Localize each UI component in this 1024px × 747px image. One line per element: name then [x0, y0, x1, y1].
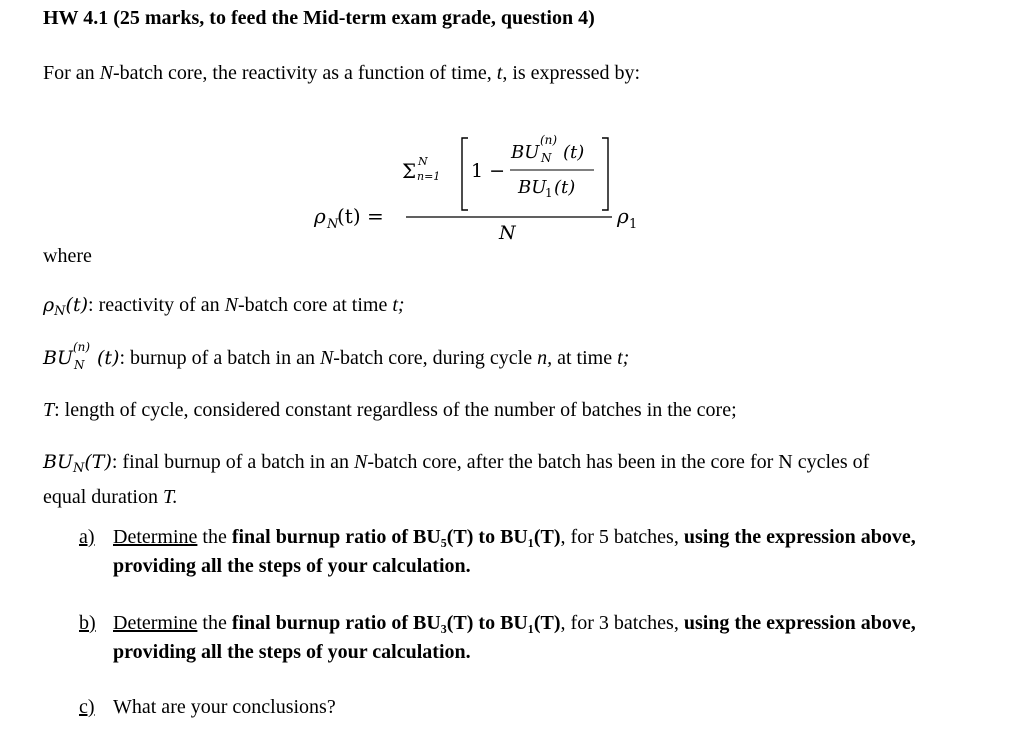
intro-pre: For an	[43, 62, 100, 84]
question-b-determine: Determine	[113, 612, 198, 634]
def2-text-cn: n,	[537, 347, 553, 369]
question-b-mid: , for 3 batches,	[560, 612, 684, 634]
formula-lhs-sub: N	[327, 217, 339, 232]
right-bracket	[602, 138, 608, 210]
sum-symbol: Σ	[402, 159, 417, 183]
formula-graphic	[300, 120, 660, 250]
num-sup: (n)	[540, 133, 558, 147]
rho-one: ρ	[617, 204, 629, 228]
def2-arg: (t)	[96, 347, 120, 369]
def2-text-a: : burnup of a batch in an	[119, 347, 320, 369]
definition-burnup-batch	[43, 340, 630, 372]
sum-upper: N	[418, 155, 428, 168]
def2-text-b: -batch core, during cycle	[333, 347, 538, 369]
question-b-bold1: final burnup ratio of BU₃(T) to BU₁(T)	[231, 612, 561, 634]
den-arg: (t)	[554, 177, 576, 198]
def2-scripts	[72, 340, 97, 372]
question-b-bold2: using the expression above,	[683, 612, 916, 634]
def1-text-b: -batch core at time	[237, 294, 393, 316]
intro-t: t	[496, 62, 503, 84]
question-c-label: c)	[79, 696, 95, 718]
homework-title: HW 4.1 (25 marks, to feed the Mid-term exam grade, question 4)	[43, 7, 595, 29]
reactivity-formula	[300, 120, 660, 250]
question-a	[79, 523, 979, 581]
def1-text-a: : reactivity of an	[88, 294, 225, 316]
question-b	[79, 609, 979, 667]
def4-sub: N	[72, 461, 85, 476]
intro-post: , is expressed by:	[502, 62, 641, 84]
def4-text-a: : final burnup of a batch in an	[111, 451, 355, 473]
def2-text-t: t;	[617, 347, 630, 369]
def2-symbol: BU	[43, 347, 73, 369]
def2-text-n: N	[319, 347, 334, 369]
question-c	[79, 696, 336, 719]
question-b-bold3: providing all the steps of your calculation.	[113, 641, 471, 663]
question-a-bold3: providing all the steps of your calculation.	[113, 555, 471, 577]
def1-text-n: N	[224, 294, 238, 316]
question-a-the: the	[197, 526, 232, 548]
def1-text-t: t;	[392, 294, 405, 316]
intro-mid: -batch core, the reactivity as a function of time,	[113, 62, 497, 84]
question-b-label: b)	[79, 612, 96, 634]
num-arg: (t)	[563, 142, 585, 163]
intro-n: N	[99, 62, 114, 84]
def4-arg: (T)	[84, 451, 112, 473]
question-b-the: the	[197, 612, 232, 634]
intro-paragraph	[43, 62, 640, 85]
def3-text: : length of cycle, considered constant regardless of the number of batches in the core;	[54, 399, 737, 421]
question-c-text: What are your conclusions?	[113, 696, 336, 718]
formula-lhs-arg: (t) =	[337, 204, 384, 228]
den-sub: 1	[545, 186, 553, 200]
def1-sub: N	[54, 304, 66, 319]
def1-symbol: ρ	[43, 294, 55, 316]
rho-one-sub: 1	[629, 217, 638, 232]
question-a-mid: , for 5 batches,	[560, 526, 684, 548]
def2-text-c: at time	[552, 347, 618, 369]
def3-symbol: T	[43, 399, 55, 421]
def1-arg: (t)	[65, 294, 89, 316]
one-minus: 1 −	[471, 160, 506, 182]
formula-lhs: ρ	[314, 204, 326, 228]
outer-denominator: N	[499, 222, 516, 244]
num-sub: N	[541, 151, 552, 165]
def4-text-n: N	[354, 451, 368, 473]
question-a-bold2: using the expression above,	[683, 526, 916, 548]
where-label: where	[43, 245, 92, 267]
den-bu: BU	[518, 177, 547, 198]
def4-text-c: equal duration	[43, 486, 163, 508]
definition-cycle-length	[43, 399, 737, 422]
definition-final-burnup	[43, 448, 963, 512]
def2-sup: (n)	[72, 340, 91, 354]
def2-sub: N	[73, 358, 85, 372]
left-bracket	[462, 138, 468, 210]
question-a-label: a)	[79, 526, 95, 548]
definition-rho	[43, 294, 405, 319]
sum-lower: n=1	[417, 170, 441, 183]
question-a-bold1: final burnup ratio of BU₅(T) to BU₁(T)	[231, 526, 561, 548]
def4-text-b: -batch core, after the batch has been in the core for N cycles of	[367, 451, 870, 473]
num-bu: BU	[511, 142, 540, 163]
def4-text-t: T.	[162, 486, 178, 508]
def4-symbol: BU	[43, 451, 73, 473]
question-a-determine: Determine	[113, 526, 198, 548]
